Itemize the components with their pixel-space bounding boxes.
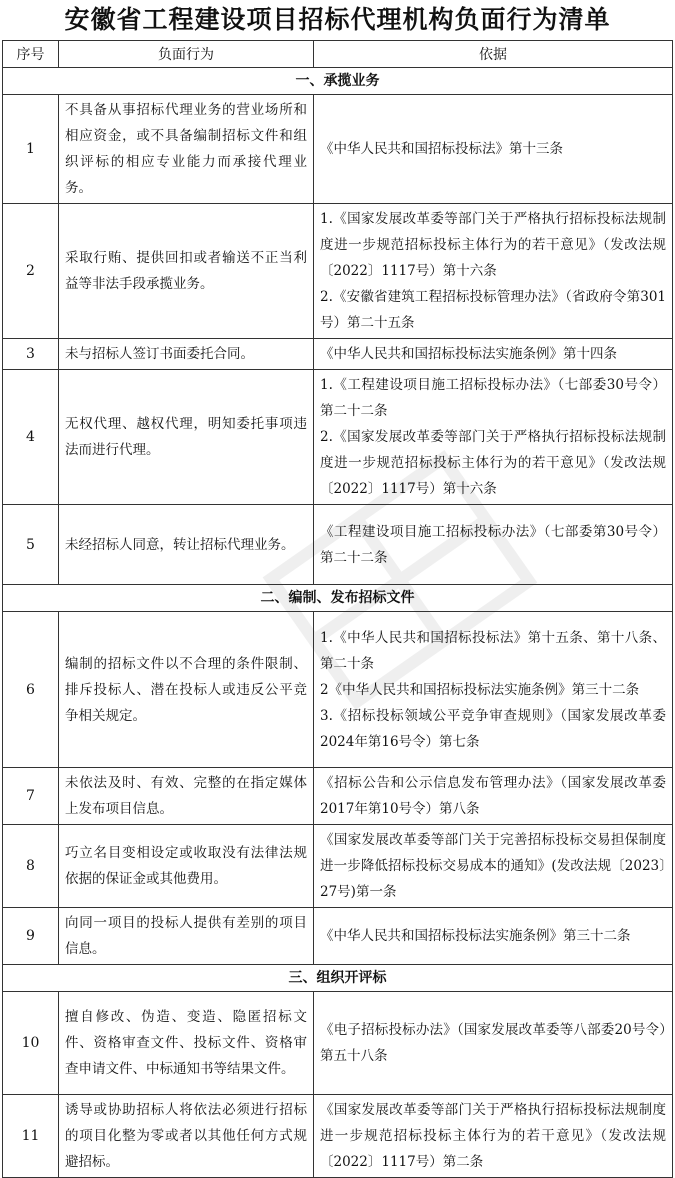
section-title: 三、组织开评标 (3, 965, 673, 992)
basis-item: 《国家发展改革委等部门关于完善招标投标交易担保制度进一步降低招标投标交易成本的通知》(发改法规〔2023〕27号)第一条 (320, 832, 666, 900)
table-row (3, 505, 673, 585)
behavior-cell: 编制的招标文件以不合理的条件限制、排斥投标人、潜在投标人或违反公平竞争相关规定。 (59, 612, 314, 768)
basis-cell (314, 908, 673, 965)
behavior-cell: 采取行贿、提供回扣或者输送不正当利益等非法手段承揽业务。 (59, 204, 314, 339)
behavior-cell: 诱导或协助招标人将依法必须进行招标的项目化整为零或者以其他任何方式规避招标。 (59, 1095, 314, 1178)
basis-item: 《中华人民共和国招标投标法》第十三条 (320, 141, 563, 157)
row-number: 5 (3, 505, 59, 585)
basis-item: 《中华人民共和国招标投标法实施条例》第三十二条 (320, 928, 631, 944)
table-row (3, 768, 673, 825)
row-number: 6 (3, 612, 59, 768)
section-title: 一、承揽业务 (3, 68, 673, 95)
table-row (3, 825, 673, 908)
row-number: 11 (3, 1095, 59, 1178)
table-row (3, 612, 673, 768)
behavior-cell: 未依法及时、有效、完整的在指定媒体上发布项目信息。 (59, 768, 314, 825)
row-number: 7 (3, 768, 59, 825)
row-number: 2 (3, 204, 59, 339)
table-row (3, 339, 673, 370)
table-row (3, 908, 673, 965)
header-no: 序号 (3, 41, 59, 68)
basis-cell (314, 992, 673, 1095)
basis-cell (314, 505, 673, 585)
section-title: 二、编制、发布招标文件 (3, 585, 673, 612)
basis-cell (314, 204, 673, 339)
basis-item: 2《中华人民共和国招标投标法实施条例》第三十二条 (320, 681, 640, 698)
basis-item: 1.《工程建设项目施工招标投标办法》（七部委30号令）第二十二条 (320, 377, 666, 419)
basis-item: 1.《国家发展改革委等部门关于严格执行招标投标法规制度进一步规范招标投标主体行为的若干意见》（发改法规〔2022〕1117号）第十六条 (320, 211, 666, 279)
basis-cell (314, 612, 673, 768)
header-behavior: 负面行为 (59, 41, 314, 68)
header-basis: 依据 (314, 41, 673, 68)
basis-item: 3.《招标投标领域公平竞争审查规则》（国家发展改革委2024年第16号令）第七条 (320, 707, 666, 750)
basis-cell (314, 339, 673, 370)
section-row (3, 965, 673, 992)
behavior-cell: 不具备从事招标代理业务的营业场所和相应资金，或不具备编制招标文件和组织评标的相应专业能力而承接代理业务。 (59, 95, 314, 204)
row-number: 3 (3, 339, 59, 370)
behavior-cell: 擅自修改、伪造、变造、隐匿招标文件、资格审查文件、投标文件、资格审查申请文件、中标通知书等结果文件。 (59, 992, 314, 1095)
document-title: 安徽省工程建设项目招标代理机构负面行为清单 (64, 5, 611, 34)
basis-cell (314, 1095, 673, 1178)
row-number: 10 (3, 992, 59, 1095)
table-row (3, 992, 673, 1095)
row-number: 8 (3, 825, 59, 908)
behavior-cell: 巧立名目变相设定或收取没有法律法规依据的保证金或其他费用。 (59, 825, 314, 908)
basis-item: 《电子招标投标办法》（国家发展改革委等八部委20号令）第五十八条 (320, 1022, 666, 1064)
basis-item: 《工程建设项目施工招标投标办法》（七部委第30号令）第二十二条 (320, 523, 666, 566)
basis-item: 《中华人民共和国招标投标法实施条例》第十四条 (320, 346, 617, 362)
table-row (3, 204, 673, 339)
basis-item: 2.《国家发展改革委等部门关于严格执行招标投标法规制度进一步规范招标投标主体行为的若干意见》（发改法规〔2022〕1117号）第十六条 (320, 429, 666, 497)
basis-item: 《招标公告和公示信息发布管理办法》（国家发展改革委2017年第10号令）第八条 (320, 775, 666, 817)
behavior-cell: 向同一项目的投标人提供有差别的项目信息。 (59, 908, 314, 965)
section-row (3, 68, 673, 95)
basis-cell (314, 370, 673, 505)
basis-item: 《国家发展改革委等部门关于严格执行招标投标法规制度进一步规范招标投标主体行为的若干意见》（发改法规〔2022〕1117号）第二条 (320, 1102, 666, 1170)
behavior-cell: 无权代理、越权代理，明知委托事项违法而进行代理。 (59, 370, 314, 505)
row-number: 9 (3, 908, 59, 965)
basis-cell (314, 768, 673, 825)
row-number: 4 (3, 370, 59, 505)
table-row (3, 370, 673, 505)
behavior-cell: 未经招标人同意，转让招标代理业务。 (59, 505, 314, 585)
table-body (3, 68, 673, 1178)
basis-cell (314, 825, 673, 908)
basis-item: 2.《安徽省建筑工程招标投标管理办法》（省政府令第301号）第二十五条 (320, 289, 666, 331)
table-header-row (3, 41, 673, 68)
behavior-cell: 未与招标人签订书面委托合同。 (59, 339, 314, 370)
basis-cell (314, 95, 673, 204)
section-row (3, 585, 673, 612)
table-row (3, 95, 673, 204)
row-number: 1 (3, 95, 59, 204)
negative-behavior-table (2, 40, 673, 1178)
basis-item: 1.《中华人民共和国招标投标法》第十五条、第十八条、第二十条 (320, 629, 666, 672)
table-row (3, 1095, 673, 1178)
